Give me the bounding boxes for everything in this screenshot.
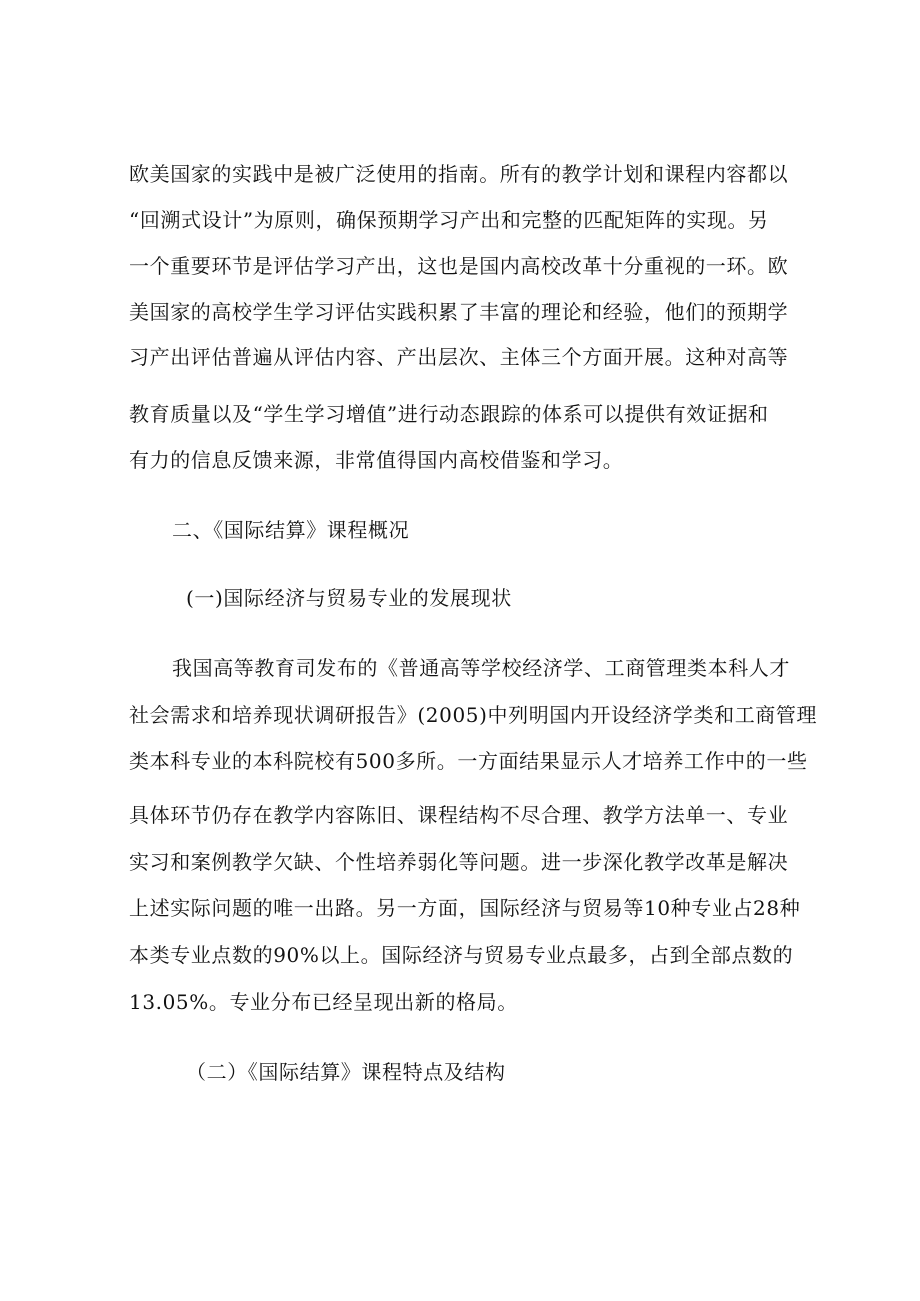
paragraph-line: 实习和案例教学欠缺、个性培养弱化等问题。进一步深化教学改革是解决	[129, 850, 789, 874]
paragraph-line: “回溯式设计”为原则，确保预期学习产出和完整的匹配矩阵的实现。另	[129, 208, 769, 232]
paragraph-line: 欧美国家的实践中是被广泛使用的指南。所有的教学计划和课程内容都以	[129, 162, 789, 186]
subsection-heading-1: (一)国际经济与贸易专业的发展现状	[186, 586, 512, 610]
paragraph-line: 有力的信息反馈来源，非常值得国内高校借鉴和学习。	[129, 448, 624, 472]
paragraph-line: 习产出评估普遍从评估内容、产出层次、主体三个方面开展。这种对高等	[129, 345, 789, 369]
section-heading: 二、《国际结算》课程概况	[172, 518, 410, 542]
paragraph-line: 类本科专业的本科院校有500多所。一方面结果显示人才培养工作中的一些	[129, 749, 808, 773]
paragraph-line: 具体环节仍存在教学内容陈旧、课程结构不尽合理、教学方法单一、专业	[129, 803, 789, 827]
paragraph-line: 美国家的高校学生学习评估实践积累了丰富的理论和经验，他们的预期学	[129, 300, 789, 324]
paragraph-line: 上述实际问题的唯一出路。另一方面，国际经济与贸易等10种专业占28种	[129, 896, 801, 920]
paragraph-line: 教育质量以及“学生学习增值”进行动态跟踪的体系可以提供有效证据和	[129, 402, 769, 426]
paragraph-line: 社会需求和培养现状调研报告》(2005)中列明国内开设经济学类和工商管理	[129, 703, 818, 727]
paragraph-line: 本类专业点数的90%以上。国际经济与贸易专业点最多，占到全部点数的	[129, 943, 794, 967]
paragraph-line: 我国高等教育司发布的《普通高等学校经济学、工商管理类本科人才	[172, 656, 790, 680]
paragraph-line: 一个重要环节是评估学习产出，这也是国内高校改革十分重视的一环。欧	[129, 254, 789, 278]
subsection-heading-2: （二）《国际结算》课程特点及结构	[186, 1060, 506, 1084]
paragraph-line: 13.05%。专业分布已经呈现出新的格局。	[129, 990, 518, 1014]
